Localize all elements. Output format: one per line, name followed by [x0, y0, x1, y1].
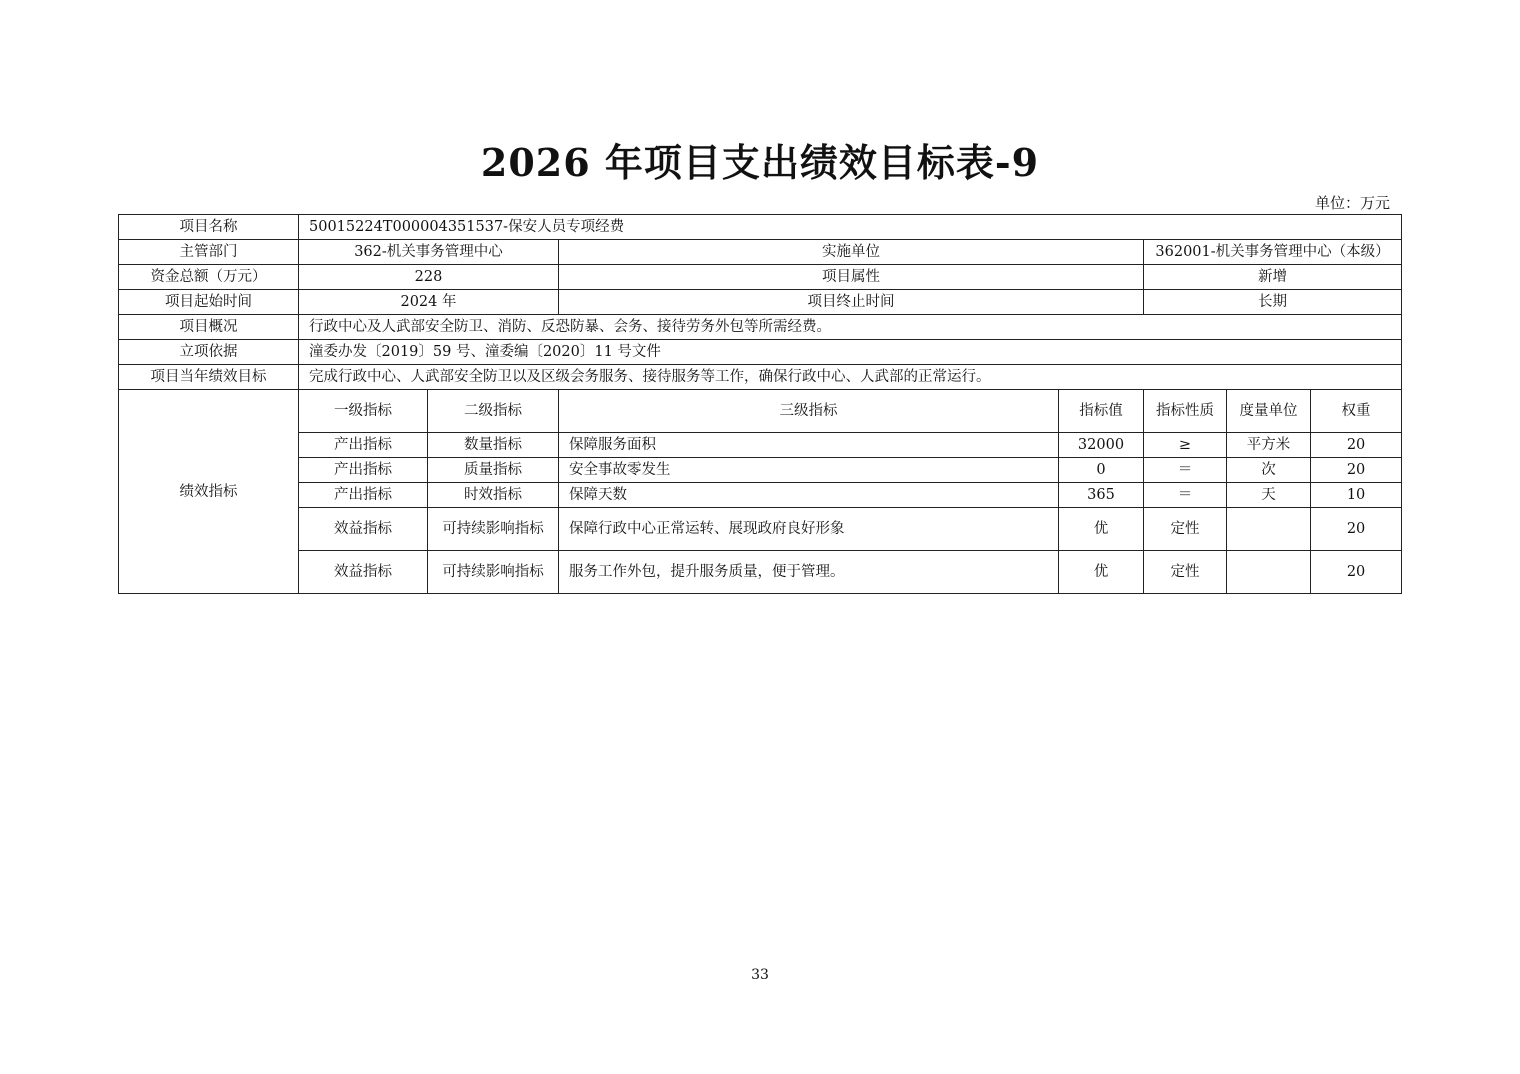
start-value: 2024 年: [299, 290, 559, 315]
weight-cell: 20: [1311, 433, 1402, 458]
row-basis: [119, 340, 1402, 365]
page-number: 33: [751, 967, 769, 983]
basis-label: 立项依据: [119, 340, 299, 365]
end-label: 项目终止时间: [559, 290, 1144, 315]
value-cell: 优: [1059, 551, 1144, 594]
level2-cell: 质量指标: [428, 458, 559, 483]
funds-label: 资金总额（万元）: [119, 265, 299, 290]
indicator-header-row: [119, 390, 1402, 433]
row-overview: [119, 315, 1402, 340]
value-cell: 优: [1059, 508, 1144, 551]
header-level3: 三级指标: [559, 390, 1059, 433]
level2-cell: 可持续影响指标: [428, 551, 559, 594]
header-level2: 二级指标: [428, 390, 559, 433]
table-row: [119, 551, 1402, 594]
dept-label: 主管部门: [119, 240, 299, 265]
page-title: 2026 年项目支出绩效目标表-9: [480, 140, 1040, 185]
nature-cell: ＝: [1144, 458, 1227, 483]
end-value: 长期: [1144, 290, 1402, 315]
weight-cell: 20: [1311, 508, 1402, 551]
unit-cell: 次: [1227, 458, 1311, 483]
goal-label: 项目当年绩效目标: [119, 365, 299, 390]
level3-cell: 保障行政中心正常运转、展现政府良好形象: [559, 508, 1059, 551]
unit-cell: 平方米: [1227, 433, 1311, 458]
attr-label: 项目属性: [559, 265, 1144, 290]
goal-value: 完成行政中心、人武部安全防卫以及区级会务服务、接待服务等工作，确保行政中心、人武部的正常运行。: [299, 365, 1402, 390]
row-funds: [119, 265, 1402, 290]
header-nature: 指标性质: [1144, 390, 1227, 433]
header-weight: 权重: [1311, 390, 1402, 433]
nature-cell: ≥: [1144, 433, 1227, 458]
level1-cell: 产出指标: [299, 483, 428, 508]
project-name-value: 50015224T000004351537-保安人员专项经费: [299, 215, 1402, 240]
table-row: [119, 458, 1402, 483]
level3-cell: 服务工作外包，提升服务质量，便于管理。: [559, 551, 1059, 594]
overview-value: 行政中心及人武部安全防卫、消防、反恐防暴、会务、接待劳务外包等所需经费。: [299, 315, 1402, 340]
nature-cell: ＝: [1144, 483, 1227, 508]
unit-cell: 天: [1227, 483, 1311, 508]
level2-cell: 可持续影响指标: [428, 508, 559, 551]
row-goal: [119, 365, 1402, 390]
project-name-label: 项目名称: [119, 215, 299, 240]
level3-cell: 安全事故零发生: [559, 458, 1059, 483]
start-label: 项目起始时间: [119, 290, 299, 315]
level1-cell: 效益指标: [299, 508, 428, 551]
level1-cell: 产出指标: [299, 433, 428, 458]
value-cell: 365: [1059, 483, 1144, 508]
value-cell: 32000: [1059, 433, 1144, 458]
header-value: 指标值: [1059, 390, 1144, 433]
table-row: [119, 508, 1402, 551]
header-unit: 度量单位: [1227, 390, 1311, 433]
funds-value: 228: [299, 265, 559, 290]
level2-cell: 数量指标: [428, 433, 559, 458]
header-level1: 一级指标: [299, 390, 428, 433]
row-time: [119, 290, 1402, 315]
unit-cell: [1227, 508, 1311, 551]
weight-cell: 20: [1311, 551, 1402, 594]
level1-cell: 效益指标: [299, 551, 428, 594]
basis-value: 潼委办发〔2019〕59 号、潼委编〔2020〕11 号文件: [299, 340, 1402, 365]
level3-cell: 保障天数: [559, 483, 1059, 508]
unit-label: 单位：万元: [1314, 194, 1390, 212]
weight-cell: 10: [1311, 483, 1402, 508]
performance-target-table: [118, 214, 1402, 594]
impl-label: 实施单位: [559, 240, 1144, 265]
level3-cell: 保障服务面积: [559, 433, 1059, 458]
impl-value: 362001-机关事务管理中心（本级）: [1144, 240, 1402, 265]
weight-cell: 20: [1311, 458, 1402, 483]
level2-cell: 时效指标: [428, 483, 559, 508]
table-row: [119, 483, 1402, 508]
row-project-name: [119, 215, 1402, 240]
overview-label: 项目概况: [119, 315, 299, 340]
value-cell: 0: [1059, 458, 1144, 483]
unit-cell: [1227, 551, 1311, 594]
indicators-section-label: 绩效指标: [119, 390, 299, 594]
nature-cell: 定性: [1144, 551, 1227, 594]
dept-value: 362-机关事务管理中心: [299, 240, 559, 265]
nature-cell: 定性: [1144, 508, 1227, 551]
attr-value: 新增: [1144, 265, 1402, 290]
level1-cell: 产出指标: [299, 458, 428, 483]
row-department: [119, 240, 1402, 265]
table-row: [119, 433, 1402, 458]
